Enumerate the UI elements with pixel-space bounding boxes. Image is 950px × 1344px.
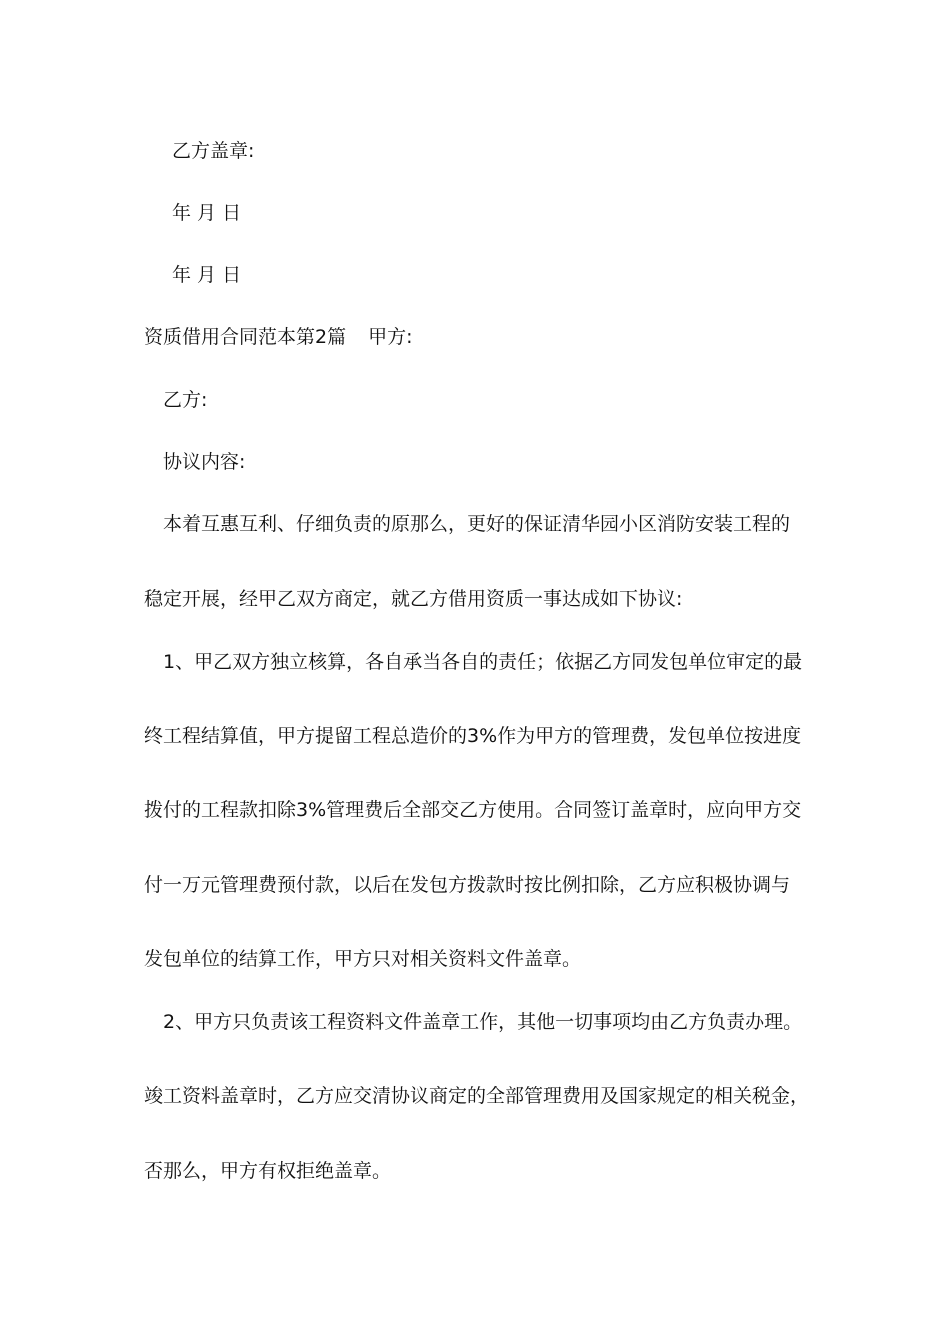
section-heading-line <box>144 325 824 349</box>
signature-date-2: 年 月 日 <box>172 264 242 286</box>
agreement-content-label: 协议内容: <box>163 451 246 473</box>
party-b-label: 乙方: <box>163 389 208 411</box>
paragraph-1-line-2: 稳定开展，经甲乙双方商定，就乙方借用资质一事达成如下协议: <box>144 588 683 610</box>
paragraph-2-line-2: 终工程结算值，甲方提留工程总造价的3%作为甲方的管理费，发包单位按进度 <box>144 725 802 747</box>
paragraph-2-line-5: 发包单位的结算工作，甲方只对相关资料文件盖章。 <box>144 948 582 970</box>
paragraph-2-line-4: 付一万元管理费预付款，以后在发包方拨款时按比例扣除，乙方应积极协调与 <box>144 874 791 896</box>
signature-date-1: 年 月 日 <box>172 202 242 224</box>
party-b-seal-label: 乙方盖章: <box>172 140 255 162</box>
paragraph-3-line-3: 否那么，甲方有权拒绝盖章。 <box>144 1160 392 1182</box>
party-a-label: 甲方: <box>368 326 413 348</box>
contract-title: 资质借用合同范本第2篇 <box>144 326 347 348</box>
paragraph-3-line-2: 竣工资料盖章时，乙方应交清协议商定的全部管理费用及国家规定的相关税金， <box>144 1085 810 1107</box>
paragraph-1-line-1: 本着互惠互利、仔细负责的原那么，更好的保证清华园小区消防安装工程的 <box>163 513 791 535</box>
paragraph-2-line-3: 拨付的工程款扣除3%管理费后全部交乙方使用。合同签订盖章时，应向甲方交 <box>144 799 802 821</box>
paragraph-3-line-1: 2、甲方只负责该工程资料文件盖章工作，其他一切事项均由乙方负责办理。 <box>163 1011 803 1033</box>
paragraph-2-line-1: 1、甲乙双方独立核算，各自承当各自的责任；依据乙方同发包单位审定的最 <box>163 651 803 673</box>
